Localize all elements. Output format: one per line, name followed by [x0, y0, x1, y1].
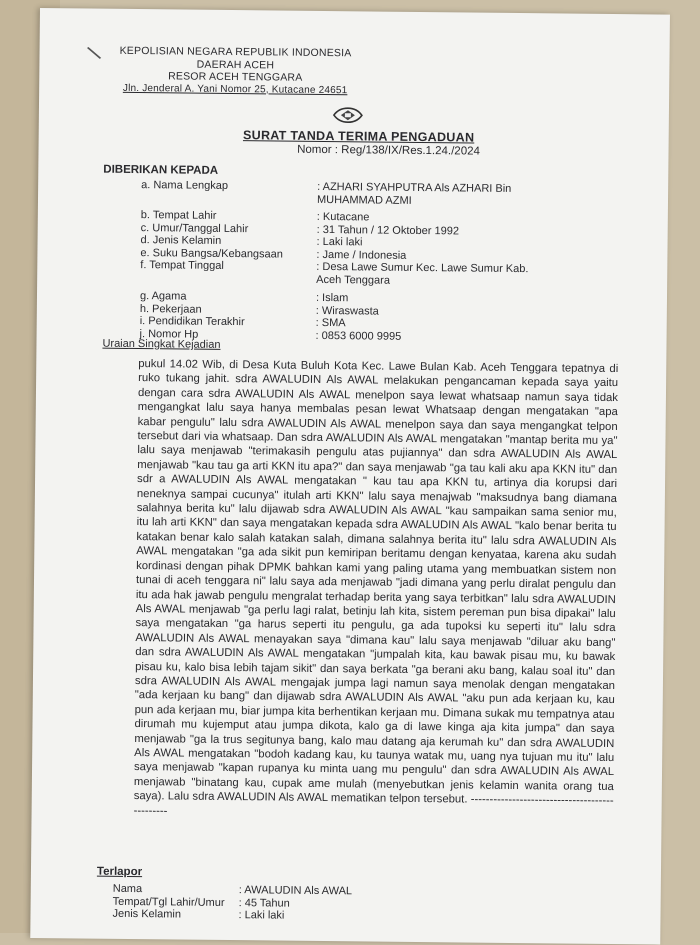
- field-value: : Islam: [315, 291, 349, 305]
- field-value: Aceh Tenggara: [316, 273, 391, 287]
- field-label: g. Agama: [139, 290, 187, 303]
- document-number: Nomor : Reg/138/IX/Res.1.24./2024: [297, 143, 480, 158]
- field-value: : Wiraswasta: [315, 304, 379, 318]
- field-value: : 31 Tahun / 12 Oktober 1992: [316, 223, 460, 237]
- letterhead-line-2: DAERAH ACEH: [196, 58, 275, 71]
- incident-heading: Uraian Singkat Kejadian: [102, 337, 221, 351]
- field-row: [112, 908, 472, 924]
- letterhead-address: Jln. Jenderal A. Yani Nomor 25, Kutacane 24651: [122, 82, 348, 96]
- field-value: : Laki laki: [238, 909, 285, 922]
- field-label: c. Umur/Tanggal Lahir: [140, 221, 249, 235]
- field-label: f. Tempat Tinggal: [140, 259, 224, 272]
- field-label: a. Nama Lengkap: [141, 179, 229, 192]
- field-value: : Desa Lawe Sumur Kec. Lawe Sumur Kab.: [316, 260, 529, 276]
- letterhead: [105, 45, 366, 98]
- field-label: d. Jenis Kelamin: [140, 234, 222, 247]
- letterhead-line-1: KEPOLISIAN NEGARA REPUBLIK INDONESIA: [119, 44, 352, 60]
- field-label: h. Pekerjaan: [139, 302, 202, 316]
- field-label: j. Nomor Hp: [139, 327, 199, 341]
- field-label: Nama: [112, 882, 143, 896]
- field-value: MUHAMMAD AZMI: [316, 193, 412, 207]
- field-label: [141, 192, 317, 206]
- field-value: : 0853 6000 9995: [315, 329, 402, 343]
- incident-description: pukul 14.02 Wib, di Desa Kuta Buluh Kota Kec. Lawe Bulan Kab. Aceh Tenggara tepatnya di ruko tukang jahit. sdra AWALUDIN Als AWAL melakukan pengancaman kepada saya yaitu dengan cara sdra AWALUDIN Als AWAL menelpon saya lewat whatsaap namun saya tidak mengangkat lalu saya hanya membalas pesan lewat Whatsaap dengan mengatakan "apa kabar pengulu" lalu sdra AWALUDIN Als AWAL menelpon saya dan saya mengangkat telpon tersebut dari via whatsaap. Dan sdra AWALUDIN Als AWAL mengatakan "mantap berita mu ya" lalu saya menjawab "terimakasih pengulu atas pujiannya" dan sdra AWALUDIN Als AWAL menjawab "kau tau ga arti KKN itu apa?" dan saya menjawab "ga tau kali aku apa KKN itu" dan sdr a AWALUDIN Als AWAL mengatakan " kau tau apa KKN tu, artinya dia korupsi dari neneknya sampai cucunya" itulah arti KKN" lalu saya menajwab "maksudnya bang diamana salahnya berita ku" lalu dijawab sdra AWALUDIN Als AWAL "kau sampaikan sama senior mu, itu lah arti KKN" dan saya mengatakan kepada sdra AWALUDIN Als AWAL "kalo benar berita tu katakan benar kalo salah katakan salah, dimana salahnya berita itu" lalu sdra AWALUDIN Als AWAL mengatakan "ga ada sikit pun kemiripan beritamu dengan kenyataa, karena aku sudah kordinasi dengan pihak DPMK bahkan kami yang paling utama yang membuatkan sistem non tunai di aceh tenggara ni" lalu saya ada menjawab "jadi dimana yang perlu diralat pengulu dan itu ada hak jawab pengulu mengralat terhadap berita yang saya terbitkan" lalu sdra AWALUDIN Als AWAL menjawab "ga perlu lagi ralat, betinju lah kita, sistem pereman pun bisa dipakai" lalu saya mengatakan "ga harus seperti itu pengulu, ga ada tupoksi ku seperti itu" lalu sdra AWALUDIN Als AWAL menayakan saya "dimana kau" lalu saya menjawab "diluar aku bang" dan sdra AWALUDIN Als AWAL mengatakan "jumpalah kita, kau bawak pisau mu, ku bawak pisau ku, kalo bisa lebih tajam sikit" dan saya berkata "ga berani aku bang, kalau soal itu" dan sdra AWALUDIN Als AWAL mengajak jumpa lagi namun saya menolak dengan mengatakan "ada kerjaan ku bang" dan dijawab sdra AWALUDIN Als AWAL "aku pun ada kerjaan ku, kau pun ada kerjaan mu, biar jumpa kita berhentikan kerjaan mu. Dimana sukak mu tempatnya atau dirumah mu kujemput atau jumpa dikota, kalo ga di lawe kinga aja kita jumpa" dan saya menjawab "ga la trus segitunya bang, kalo mau datang aja kerumah ku" dan sdra AWALUDIN Als AWAL mengatakan "bodoh kadang kau, ku taunya watak mu, uang nya tujuan mu itu" lalu saya menjawab "kapan rupanya ku minta uang mu pengulu" dan sdra AWALUDIN Als AWAL menjawab "binatang kau, cupak ame mulah (menyebutkan jenis kelamin wanita orang tua saya). Lalu sdra AWALUDIN Als AWAL mematikan telpon tersebut. -----------------------------------------------: [133, 358, 619, 817]
- field-value: : Laki laki: [316, 235, 363, 249]
- field-value: : Jame / Indonesia: [316, 248, 407, 262]
- field-value: : AZHARI SYAHPUTRA Als AZHARI Bin: [317, 180, 512, 195]
- field-label: Tempat/Tgl Lahir/Umur: [112, 895, 225, 909]
- letterhead-line-3: RESOR ACEH TENGGARA: [168, 70, 303, 84]
- field-label: i. Pendidikan Terakhir: [139, 315, 245, 329]
- field-label: Jenis Kelamin: [112, 907, 182, 921]
- reported-fields: [112, 883, 472, 924]
- recipient-fields: [140, 179, 622, 345]
- field-label: b. Tempat Lahir: [140, 209, 217, 222]
- document-page: [30, 8, 670, 945]
- recipient-heading: DIBERIKAN KEPADA: [103, 163, 219, 177]
- field-value: : Kutacane: [316, 210, 370, 224]
- field-value: : AWALUDIN Als AWAL: [238, 884, 353, 898]
- pen-mark: \: [84, 41, 104, 66]
- reported-heading: Terlapor: [96, 865, 143, 879]
- field-label: e. Suku Bangsa/Kebangsaan: [140, 246, 284, 261]
- field-label: [140, 272, 316, 286]
- document-title: SURAT TANDA TERIMA PENGADUAN: [242, 128, 475, 145]
- field-value: : 45 Tahun: [238, 896, 290, 910]
- field-value: : SMA: [315, 316, 346, 330]
- police-emblem-icon: [331, 106, 365, 124]
